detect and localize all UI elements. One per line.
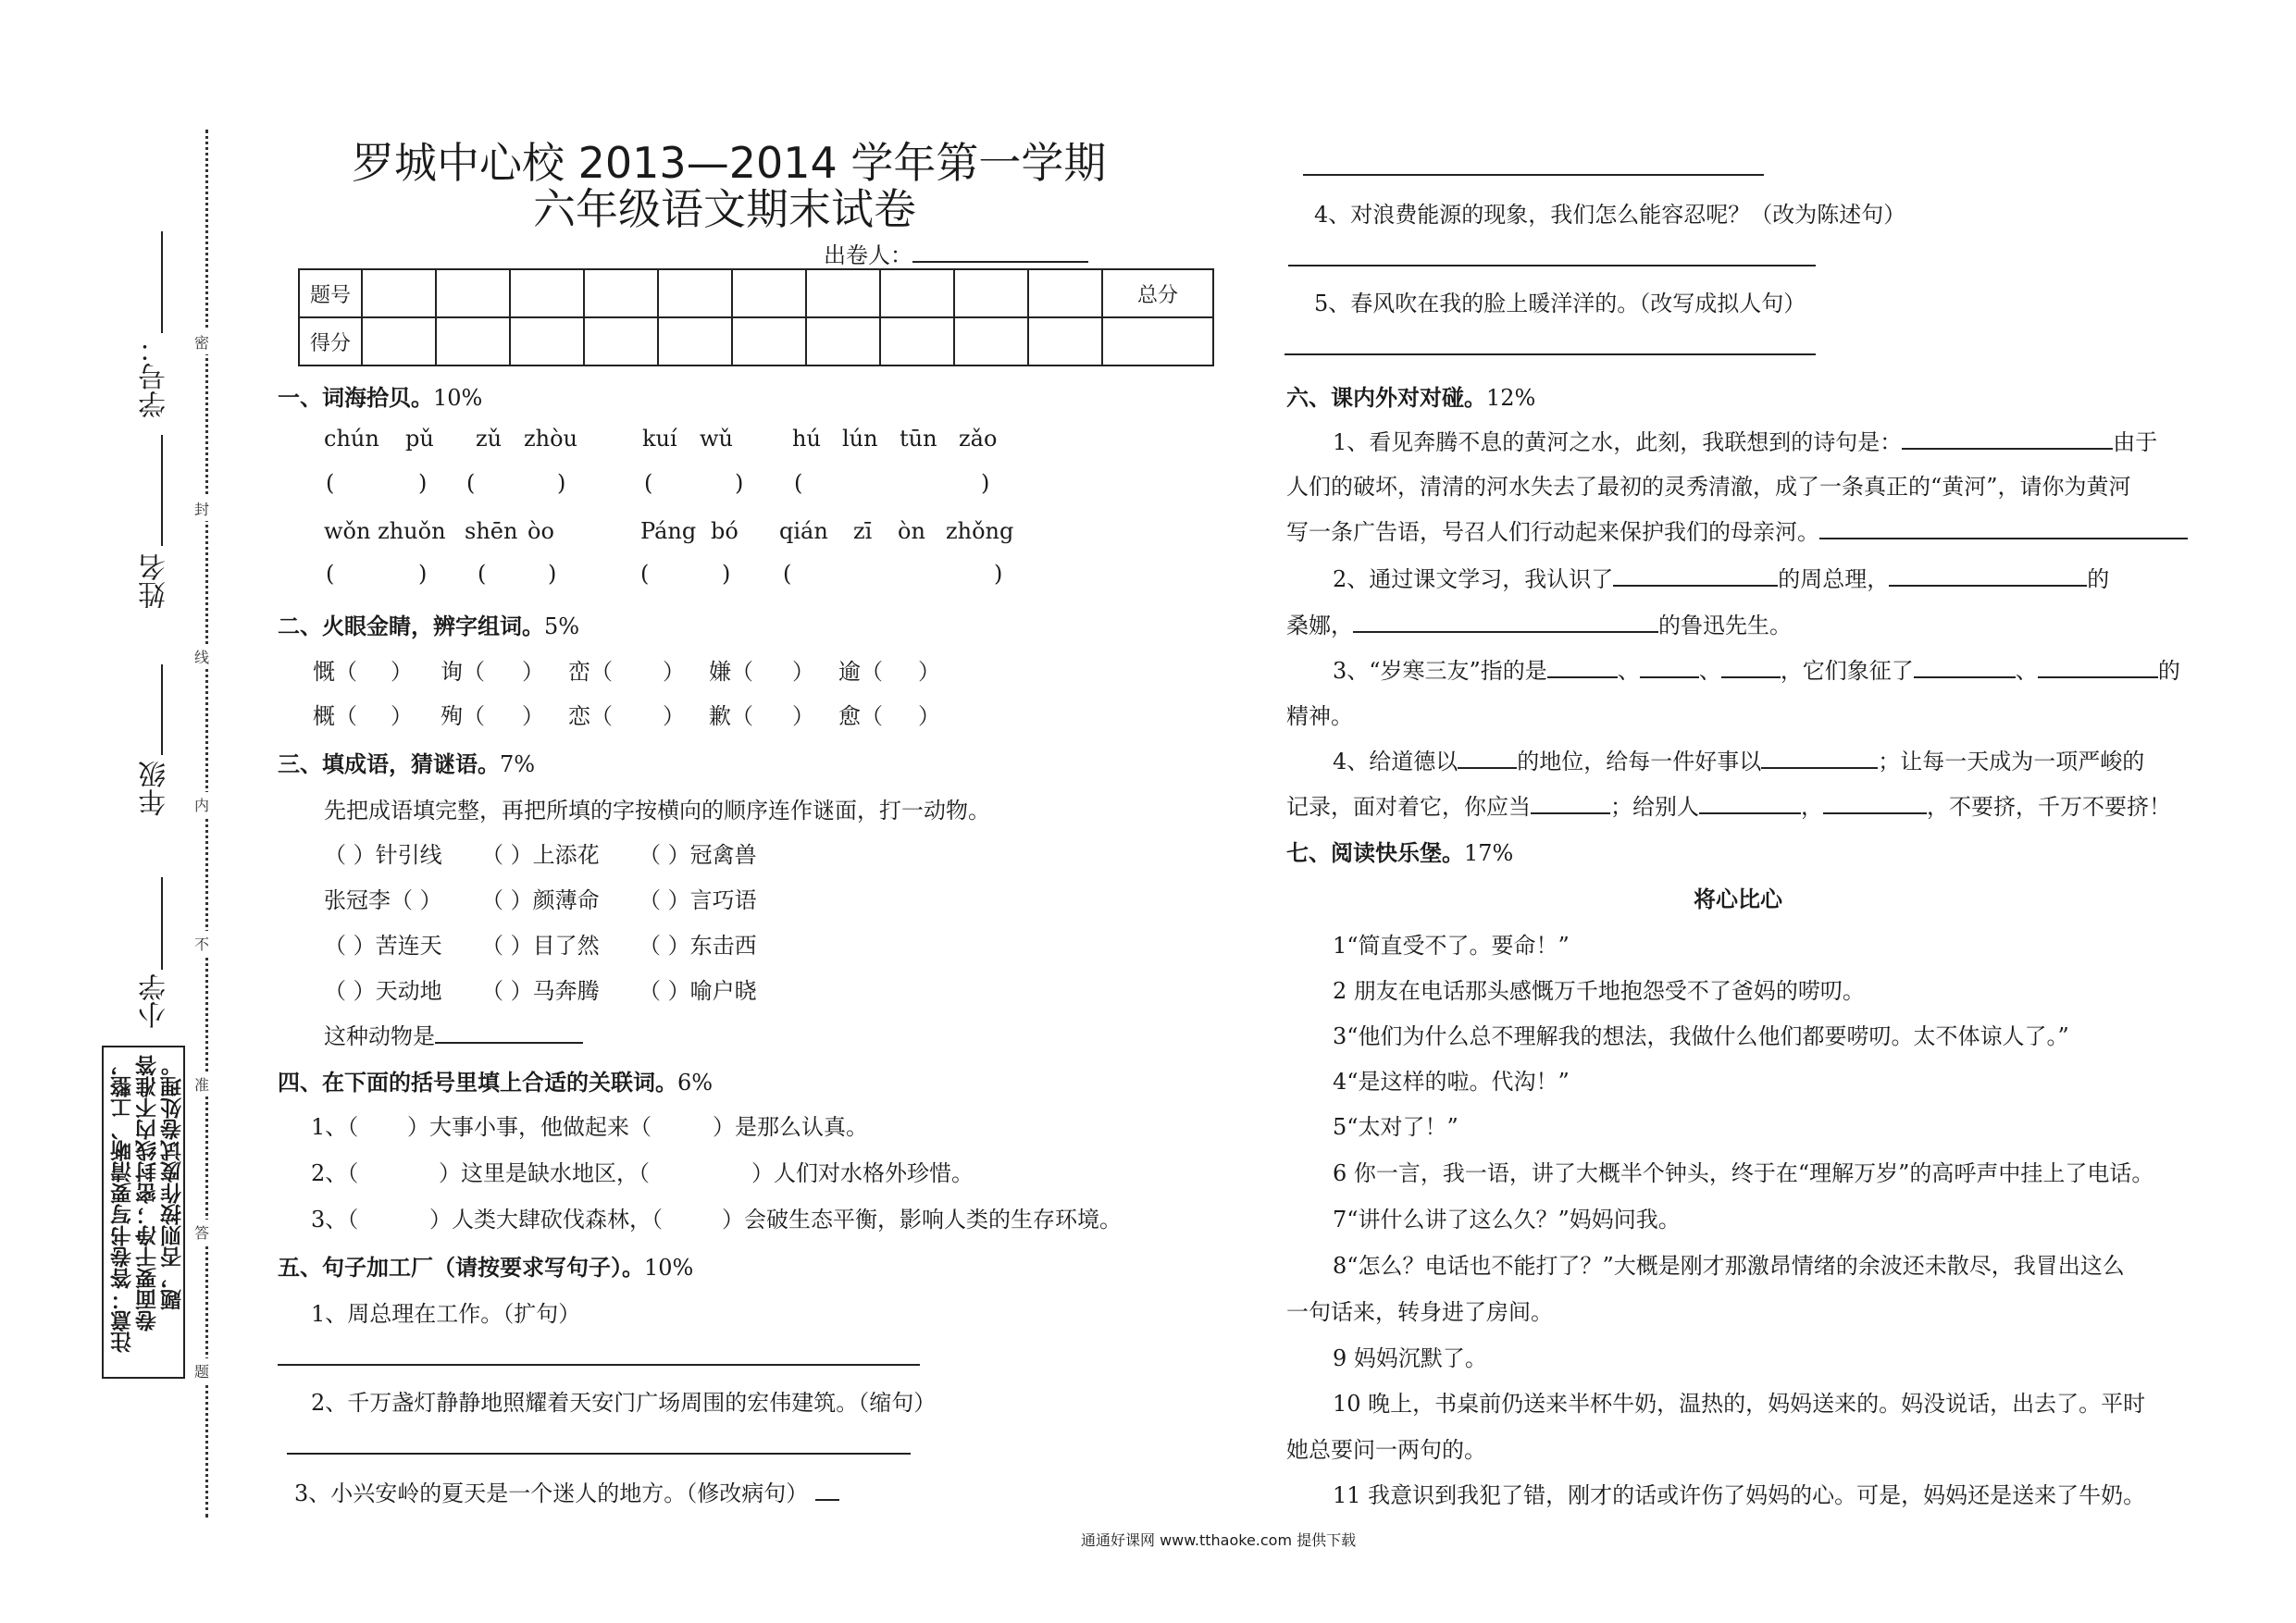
name-label: 姓名: [139, 553, 171, 609]
seal-char: 不: [194, 931, 209, 956]
story-paragraph: 9 妈妈沉默了。: [1333, 1345, 1487, 1371]
story-paragraph: 7“讲什么讲了这么久？”妈妈问我。: [1333, 1207, 1681, 1233]
grade-line: [161, 664, 163, 755]
blank[interactable]: [1914, 654, 2016, 678]
char-item: ）: [663, 703, 685, 729]
grade-label: 年级: [139, 761, 171, 816]
conj-item: ）会破生态平衡，影响人类的生存环境。: [722, 1207, 1122, 1233]
char-item: 恋（: [568, 703, 613, 729]
paren-close: ): [981, 470, 990, 496]
name-line: [161, 435, 163, 546]
score-cell[interactable]: [584, 317, 658, 365]
pinyin: chún: [324, 426, 379, 452]
paren-close: ): [735, 470, 744, 496]
q6-2-line1: 2、通过课文学习，我认识了 的周总理， 的: [1333, 561, 2109, 593]
paren-open: (: [478, 561, 487, 587]
section-2-heading: 二、火眼金睛，辨字组词。5%: [278, 613, 580, 639]
seal-char: 答: [194, 1220, 209, 1245]
pinyin: pǔ: [405, 426, 434, 452]
school-line: [161, 877, 163, 970]
answer-line[interactable]: [1288, 265, 1816, 266]
pinyin: lún: [842, 426, 878, 452]
title-line-1: 罗城中心校 2013—2014 学年第一学期: [352, 138, 1107, 188]
pinyin: wǔ: [700, 426, 733, 452]
paren-open: (: [326, 470, 335, 496]
story-paragraph: 10 晚上，书桌前仍送来半杯牛奶，温热的，妈妈送来的。妈没说话，出去了。平时: [1333, 1391, 2146, 1417]
score-table: [298, 268, 1214, 366]
q6-2-line2: 桑娜， 的鲁迅先生。: [1286, 607, 1792, 639]
notice-box: [102, 1046, 185, 1379]
pinyin: zhǒng: [946, 518, 1014, 544]
paren-open: (: [466, 470, 476, 496]
conj-item: ）大事小事，他做起来（: [407, 1114, 652, 1140]
seal-char: 内: [194, 792, 209, 817]
char-item: 嫌（: [709, 659, 753, 685]
char-item: 峦（: [568, 659, 613, 685]
score-cell[interactable]: [510, 317, 584, 365]
pinyin: hú: [792, 426, 821, 452]
blank[interactable]: [1889, 563, 2087, 587]
score-cell[interactable]: [1028, 317, 1102, 365]
section-7-heading: 七、阅读快乐堡。17%: [1286, 839, 1514, 866]
seal-char: 线: [194, 644, 209, 669]
pinyin: shēn: [465, 518, 518, 544]
blank[interactable]: [1547, 654, 1618, 678]
pinyin: òn: [898, 518, 925, 544]
story-paragraph: 6 你一言，我一语，讲了大概半个钟头，终于在“理解万岁”的高呼声中挂上了电话。: [1333, 1160, 2154, 1186]
paren-close: ): [548, 561, 557, 587]
notice-line: 题，否则按作废试卷处理。: [160, 1055, 185, 1310]
conj-item: ）人们对水格外珍惜。: [751, 1160, 974, 1186]
seal-char: 封: [194, 496, 209, 521]
blank[interactable]: [1531, 790, 1610, 814]
section-4-heading: 四、在下面的括号里填上合适的关联词。6%: [278, 1069, 714, 1096]
title-line-2: 六年级语文期末试卷: [533, 184, 916, 234]
animal-answer-blank[interactable]: [435, 1020, 583, 1044]
q6-4-line1: 4、给道德以 的地位，给每一件好事以 ；让每一天成为一项严峻的: [1333, 743, 2144, 775]
story-title: 将心比心: [1694, 886, 1782, 912]
q6-1-line2: 人们的破坏，清清的河水失去了最初的灵秀清澈，成了一条真正的“黄河”，请你为黄河: [1286, 474, 2131, 500]
pinyin: zǔ: [476, 426, 503, 452]
pinyin: kuí: [642, 426, 677, 452]
footer-credit: 通通好课网 www.tthaoke.com 提供下载: [1081, 1531, 1357, 1549]
blank[interactable]: [1761, 745, 1878, 769]
score-cell[interactable]: [436, 317, 510, 365]
story-paragraph: 2 朋友在电话那头感慨万千地抱怨受不了爸妈的唠叨。: [1333, 978, 1865, 1004]
section-3-heading: 三、填成语，猜谜语。7%: [278, 750, 536, 777]
pinyin: òo: [527, 518, 554, 544]
story-paragraph: 8“怎么？电话也不能打了？”大概是刚才那激昂情绪的余波还未散尽，我冒出这么: [1333, 1253, 2125, 1279]
score-table-score-label: 得分: [299, 317, 362, 365]
sentence-task: 1、周总理在工作。（扩句）: [311, 1301, 581, 1327]
idiom: （ ）颜薄命: [481, 887, 600, 913]
score-table-header: 题号: [299, 269, 362, 317]
answer-line[interactable]: [1285, 353, 1816, 355]
student-id-line: [161, 231, 163, 333]
story-paragraph: 她总要问一两句的。: [1286, 1437, 1486, 1463]
char-item: 愈（: [838, 703, 883, 729]
conj-item: 2、（: [311, 1160, 359, 1186]
idiom: （ ）天动地: [324, 978, 442, 1004]
idiom: （ ）针引线: [324, 842, 442, 868]
paren-close: ): [418, 561, 428, 587]
story-paragraph: 一句话来，转身进了房间。: [1286, 1299, 1553, 1325]
author-field: [824, 237, 1088, 269]
pinyin: Páng: [640, 518, 697, 544]
char-item: 询（: [441, 659, 485, 685]
score-table-total: 总分: [1102, 269, 1213, 317]
char-item: ）: [792, 703, 814, 729]
char-item: ）: [663, 659, 685, 685]
q6-4-line2: 记录，面对着它，你应当 ；给别人 ， ，不要挤，千万不要挤！: [1286, 788, 2171, 821]
pinyin: bó: [711, 518, 738, 544]
paren-close: ): [557, 470, 566, 496]
pinyin: qián: [779, 518, 828, 544]
pinyin: zǎo: [959, 426, 998, 452]
score-cell[interactable]: [880, 317, 954, 365]
seal-char: 题: [194, 1358, 209, 1383]
blank[interactable]: [1458, 745, 1517, 769]
story-paragraph: 5“太对了！”: [1333, 1114, 1458, 1140]
idiom: （ ）冠禽兽: [639, 842, 757, 868]
notice-line: 卷面要干净；密封线内不准答: [135, 1055, 160, 1332]
notice-line: 注意：答卷书写要清晰、工整，: [110, 1055, 135, 1353]
char-item: ）: [792, 659, 814, 685]
char-item: ）: [391, 659, 413, 685]
q6-1-line3: 写一条广告语，号召人们行动起来保护我们的母亲河。: [1286, 514, 2188, 546]
blank[interactable]: [2038, 654, 2158, 678]
blank[interactable]: [1823, 790, 1927, 814]
blank[interactable]: [1353, 609, 1658, 633]
idiom: （ ）目了然: [481, 933, 600, 959]
score-cell[interactable]: [954, 317, 1028, 365]
idiom: 张冠李（ ）: [324, 887, 442, 913]
paren-close: ): [994, 561, 1003, 587]
blank[interactable]: [1640, 654, 1699, 678]
idiom: （ ）上添花: [481, 842, 600, 868]
conj-item: 3、（: [311, 1207, 359, 1233]
story-paragraph: 4“是这样的啦。代沟！”: [1333, 1069, 1570, 1095]
score-cell[interactable]: [362, 317, 436, 365]
sentence-task: 5、春风吹在我的脸上暖洋洋的。（改写成拟人句）: [1314, 291, 1806, 316]
seal-char: 准: [194, 1072, 209, 1096]
answer-line[interactable]: [287, 1453, 911, 1455]
author-label: 出卷人：: [824, 242, 912, 268]
section-5-heading: 五、句子加工厂（请按要求写句子）。10%: [278, 1254, 694, 1281]
q6-3-line2: 精神。: [1286, 703, 1353, 729]
idiom: （ ）言巧语: [639, 887, 757, 913]
char-item: 概（: [313, 703, 357, 729]
school-label: 小学: [139, 973, 171, 1029]
score-cell-total[interactable]: [1102, 317, 1213, 365]
blank[interactable]: [1699, 790, 1801, 814]
idiom: （ ）马奔腾: [481, 978, 600, 1004]
pinyin: wǒn zhuǒn: [324, 518, 446, 544]
char-item: ）: [918, 659, 940, 685]
student-id-label: 学号：: [139, 335, 171, 418]
pinyin: zī: [853, 518, 873, 544]
char-item: 逾（: [838, 659, 883, 685]
animal-answer: 这种动物是: [324, 1018, 583, 1050]
story-paragraph: 3“他们为什么总不理解我的想法，我做什么他们都要唠叨。太不体谅人了。”: [1333, 1023, 2069, 1049]
sentence-task: 3、小兴安岭的夏天是一个迷人的地方。（修改病句）: [294, 1475, 839, 1507]
score-cell[interactable]: [732, 317, 806, 365]
score-cell[interactable]: [658, 317, 732, 365]
story-paragraph: 11 我意识到我犯了错，刚才的话或许伤了妈妈的心。可是，妈妈还是送来了牛奶。: [1333, 1482, 2146, 1508]
conj-item: ）人类大肆砍伐森林，（: [429, 1207, 663, 1233]
blank[interactable]: [1902, 426, 2113, 450]
answer-line[interactable]: [278, 1364, 920, 1366]
char-item: 慨（: [313, 659, 357, 685]
section-6-heading: 六、课内外对对碰。12%: [1286, 384, 1536, 411]
q6-1-line1: 1、看见奔腾不息的黄河之水，此刻，我联想到的诗句是： 由于: [1333, 424, 2157, 456]
char-item: 殉（: [441, 703, 485, 729]
answer-line[interactable]: [1303, 174, 1764, 176]
conj-item: ）是那么认真。: [713, 1114, 868, 1140]
char-item: ）: [391, 703, 413, 729]
char-item: ）: [522, 703, 544, 729]
blank[interactable]: [1613, 563, 1778, 587]
char-item: 歉（: [709, 703, 753, 729]
section-1-heading: 一、词海拾贝。10%: [278, 384, 483, 411]
paren-open: (: [783, 561, 792, 587]
sentence-task: 2、千万盏灯静静地照耀着天安门广场周围的宏伟建筑。（缩句）: [311, 1390, 937, 1416]
conj-item: 1、（: [311, 1114, 359, 1140]
q6-3-line1: 3、“岁寒三友”指的是 、 、 ，它们象征了 、 的: [1333, 652, 2180, 685]
sentence-task: 4、对浪费能源的现象，我们怎么能容忍呢？（改为陈述句）: [1314, 202, 1906, 228]
blank[interactable]: [1721, 654, 1781, 678]
instruction: 先把成语填完整，再把所填的字按横向的顺序连作谜面，打一动物。: [324, 798, 990, 824]
paren-open: (: [794, 470, 803, 496]
paren-close: ): [418, 470, 428, 496]
idiom: （ ）东击西: [639, 933, 757, 959]
conj-item: ）这里是缺水地区，（: [439, 1160, 650, 1186]
idiom: （ ）苦连天: [324, 933, 442, 959]
seal-char: 密: [194, 329, 209, 354]
story-paragraph: 1“简直受不了。要命！”: [1333, 933, 1570, 959]
score-cell[interactable]: [806, 317, 880, 365]
pinyin: tūn: [900, 426, 937, 452]
char-item: ）: [522, 659, 544, 685]
idiom: （ ）喻户晓: [639, 978, 757, 1004]
paren-close: ): [722, 561, 731, 587]
paren-open: (: [326, 561, 335, 587]
char-item: ）: [918, 703, 940, 729]
pinyin: zhòu: [524, 426, 578, 452]
blank[interactable]: [1819, 515, 2188, 539]
paren-open: (: [640, 561, 650, 587]
paren-open: (: [644, 470, 653, 496]
